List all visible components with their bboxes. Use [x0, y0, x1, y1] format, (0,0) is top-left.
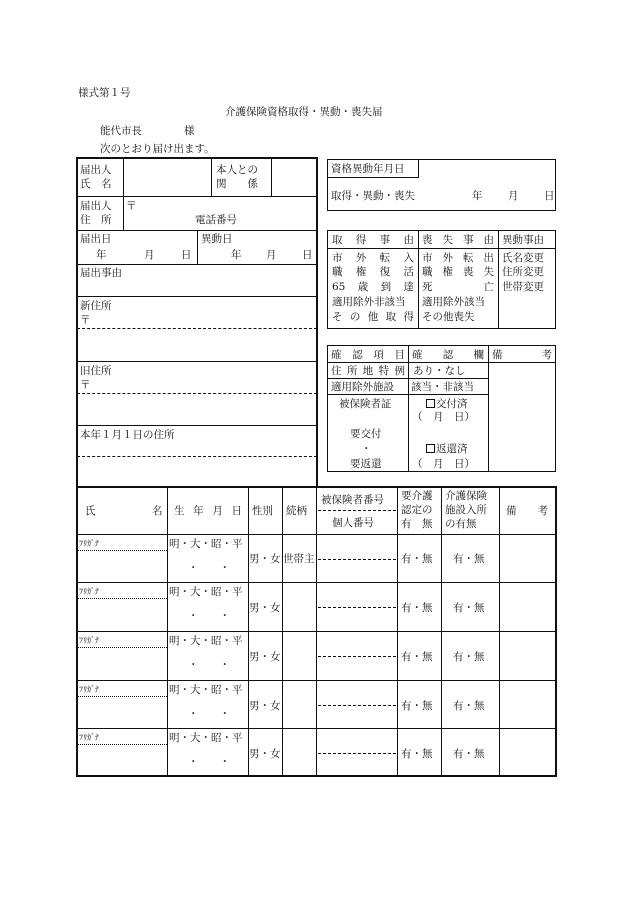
- loss-5: その他喪失: [422, 311, 475, 323]
- issued-option[interactable]: [426, 398, 468, 410]
- care-options: 有・無: [401, 651, 433, 663]
- change-date-label: 異動日: [201, 233, 233, 245]
- old-postal-mark: 〒: [80, 379, 91, 391]
- hdr-name: 氏: [85, 505, 96, 517]
- phone-label: 電話番号: [195, 214, 237, 226]
- era-options: 明・大・昭・平: [169, 586, 243, 598]
- jan1-address-label: 本年１月１日の住所: [80, 429, 175, 441]
- hdr-sex: 性別: [252, 505, 273, 517]
- card-label: 被保険者証: [339, 398, 392, 410]
- month-text: 月: [144, 249, 155, 261]
- furigana-label: ﾌﾘｶﾞﾅ: [79, 636, 99, 645]
- furigana-label: ﾌﾘｶﾞﾅ: [79, 539, 99, 548]
- acq-5: そ の 他 取 得: [332, 311, 414, 323]
- change-date-title: 資格異動年月日: [331, 163, 405, 175]
- furigana-label: ﾌﾘｶﾞﾅ: [79, 685, 99, 694]
- day-text: 日: [181, 249, 192, 261]
- reason-label: 届出事由: [80, 267, 122, 279]
- chg-1: 氏名変更: [502, 252, 544, 264]
- cd-year: 年: [472, 190, 483, 202]
- era-options: 明・大・昭・平: [169, 538, 243, 550]
- year-text-2: 年: [231, 249, 242, 261]
- cd-month: 月: [508, 190, 519, 202]
- change-types: 取得・異動・喪失: [331, 190, 415, 202]
- date-dots: ・ ・: [188, 659, 230, 671]
- care-options: 有・無: [401, 748, 433, 760]
- loss-header: 喪 失 事 由: [422, 234, 494, 246]
- issued-checkbox[interactable]: [426, 399, 435, 408]
- returned-label: 返還済: [436, 443, 468, 455]
- postal-mark: 〒: [126, 200, 137, 212]
- facility-options: 有・無: [453, 602, 485, 614]
- date-dots: ・ ・: [188, 756, 230, 768]
- acq-2: 職 権 復 活: [332, 266, 414, 278]
- acq-1: 市 外 転 入: [332, 252, 414, 264]
- hdr-facility: 介護保険: [445, 490, 487, 502]
- intro-text: 次のとおり届け出ます。: [100, 143, 215, 155]
- hdr-care-cert: 要介護: [401, 490, 433, 502]
- form-number: 様式第１号: [78, 87, 131, 99]
- year-text: 年: [96, 249, 107, 261]
- hdr-relation: 続柄: [286, 505, 307, 517]
- sex-options: 男・女: [249, 602, 281, 614]
- confirm-item-header: 確 認 項 目: [331, 349, 405, 361]
- loss-4: 適用除外該当: [422, 296, 485, 308]
- dot-sep: ・: [361, 443, 372, 455]
- relation-value: 世帯主: [283, 553, 315, 565]
- change-header: 異動事由: [502, 234, 544, 246]
- chg-3: 世帯変更: [502, 281, 544, 293]
- hdr-facility-3: の有無: [445, 518, 477, 530]
- issued-date: （ 月 日）: [412, 411, 475, 423]
- row-exempt-facility: 適用除外施設: [331, 381, 394, 393]
- row-address-special: 住 所 地 特 例: [331, 365, 405, 377]
- month-text-2: 月: [266, 249, 277, 261]
- hdr-remarks: 備 考: [506, 505, 548, 517]
- chg-2: 住所変更: [502, 266, 544, 278]
- confirm-field-header: 確 認 欄: [412, 349, 484, 361]
- care-options: 有・無: [401, 553, 433, 565]
- notifier-name-label-2: 氏 名: [80, 178, 112, 190]
- hdr-care-cert-3: 有 無: [401, 518, 433, 530]
- notifier-address-label: 届出人: [80, 200, 112, 212]
- sex-options: 男・女: [249, 748, 281, 760]
- facility-options: 有・無: [453, 700, 485, 712]
- returned-checkbox[interactable]: [426, 444, 435, 453]
- relation-label-2: 関 係: [216, 178, 258, 190]
- exempt-facility-value: 該当・非該当: [411, 381, 474, 393]
- need-issue: 要交付: [350, 428, 382, 440]
- hdr-personal-no: 個人番号: [332, 517, 374, 529]
- era-options: 明・大・昭・平: [169, 635, 243, 647]
- acq-header: 取 得 事 由: [332, 234, 414, 246]
- returned-date: （ 月 日）: [412, 458, 475, 470]
- loss-1: 市 外 転 出: [422, 252, 494, 264]
- date-dots: ・ ・: [188, 610, 230, 622]
- returned-option[interactable]: [426, 443, 468, 455]
- hdr-name-2: 名: [152, 505, 163, 517]
- hdr-birthdate: 生 年 月 日: [174, 505, 242, 517]
- era-options: 明・大・昭・平: [169, 732, 243, 744]
- sex-options: 男・女: [249, 700, 281, 712]
- furigana-label: ﾌﾘｶﾞﾅ: [79, 587, 99, 596]
- facility-options: 有・無: [453, 553, 485, 565]
- notifier-address-label-2: 住 所: [80, 214, 112, 226]
- hdr-facility-2: 施設入所: [445, 504, 487, 516]
- new-address-label: 新住所: [80, 300, 112, 312]
- form-title: 介護保険資格取得・異動・喪失届: [225, 106, 383, 118]
- care-options: 有・無: [401, 602, 433, 614]
- address-special-value: あり・なし: [413, 365, 466, 377]
- date-dots: ・ ・: [188, 708, 230, 720]
- notify-date-label: 届出日: [80, 233, 112, 245]
- addressee: 能代市長 様: [100, 125, 195, 137]
- facility-options: 有・無: [453, 748, 485, 760]
- loss-3: 死 亡: [422, 281, 494, 293]
- cd-day: 日: [544, 190, 555, 202]
- notifier-name-label: 届出人: [80, 164, 112, 176]
- sex-options: 男・女: [249, 651, 281, 663]
- date-dots: ・ ・: [188, 562, 230, 574]
- furigana-label: ﾌﾘｶﾞﾅ: [79, 733, 99, 742]
- facility-options: 有・無: [453, 651, 485, 663]
- acq-4: 適用除外非該当: [332, 296, 406, 308]
- need-return: 要返還: [350, 458, 382, 470]
- care-options: 有・無: [401, 700, 433, 712]
- hdr-care-cert-2: 認定の: [401, 504, 433, 516]
- issued-label: 交付済: [436, 398, 468, 410]
- new-postal-mark: 〒: [80, 314, 91, 326]
- hdr-insured-no: 被保険者番号: [321, 494, 384, 506]
- era-options: 明・大・昭・平: [169, 684, 243, 696]
- sex-options: 男・女: [249, 553, 281, 565]
- day-text-2: 日: [302, 249, 313, 261]
- acq-3: 65 歳 到 達: [332, 281, 414, 293]
- confirm-remarks-header: 備 考: [492, 349, 552, 361]
- old-address-label: 旧住所: [80, 365, 112, 377]
- relation-label: 本人との: [216, 164, 258, 176]
- loss-2: 職 権 喪 失: [422, 266, 494, 278]
